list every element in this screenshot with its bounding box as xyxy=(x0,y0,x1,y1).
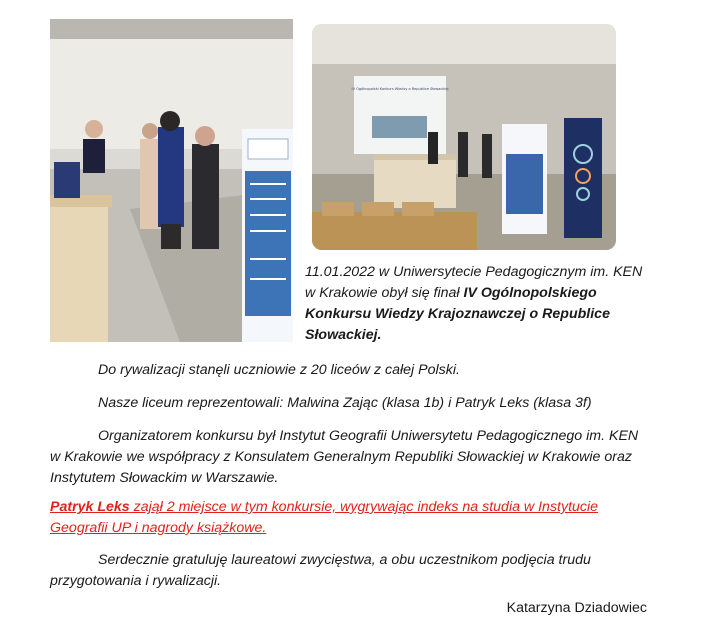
ceremony-photo-art xyxy=(50,19,293,342)
event-caption xyxy=(305,262,645,346)
author-signature: Katarzyna Dziadowiec xyxy=(506,600,647,616)
paragraph-organizers: Organizatorem konkursu był Instytut Geografii Uniwersytetu Pedagogicznego im. KEN w Krakowie we współpracy z Konsulatem Generalnym Republiki Słowackiej w Krakowie oraz Instytutem Słowackim w Warszawie. xyxy=(50,428,639,486)
ceremony-photo xyxy=(50,19,293,342)
screen-title-text: IV Ogólnopolski Konkurs Wiedzy o Republice Słowackiej xyxy=(351,87,449,91)
caption-event-name: IV Ogólnopolskiego Konkursu Wiedzy Krajoznawczej o Republice Słowackiej. xyxy=(305,285,610,343)
caption-lead: 11.01.2022 w Uniwersytecie Pedagogicznym im. KEN w Krakowie obył się finał xyxy=(305,264,643,301)
paragraph-representatives: Nasze liceum reprezentowali: Malwina Zając (klasa 1b) i Patryk Leks (klasa 3f) xyxy=(98,395,592,411)
winner-text: zajął 2 miejsce w tym konkursie, wygrywając indeks na studia w Instytucie Geografii UP i nagrody książkowe. xyxy=(50,499,599,536)
winner-name: Patryk Leks xyxy=(50,499,130,515)
paragraph-participants: Do rywalizacji stanęli uczniowie z 20 liceów z całej Polski. xyxy=(98,362,460,378)
paragraph-congratulations: Serdecznie gratuluję laureatowi zwycięstwa, a obu uczestnikom podjęcia trudu przygotowania i rywalizacji. xyxy=(50,552,591,589)
lecture-hall-photo-art xyxy=(312,24,616,250)
lecture-hall-photo xyxy=(312,24,616,250)
paragraph-winner xyxy=(50,497,640,539)
